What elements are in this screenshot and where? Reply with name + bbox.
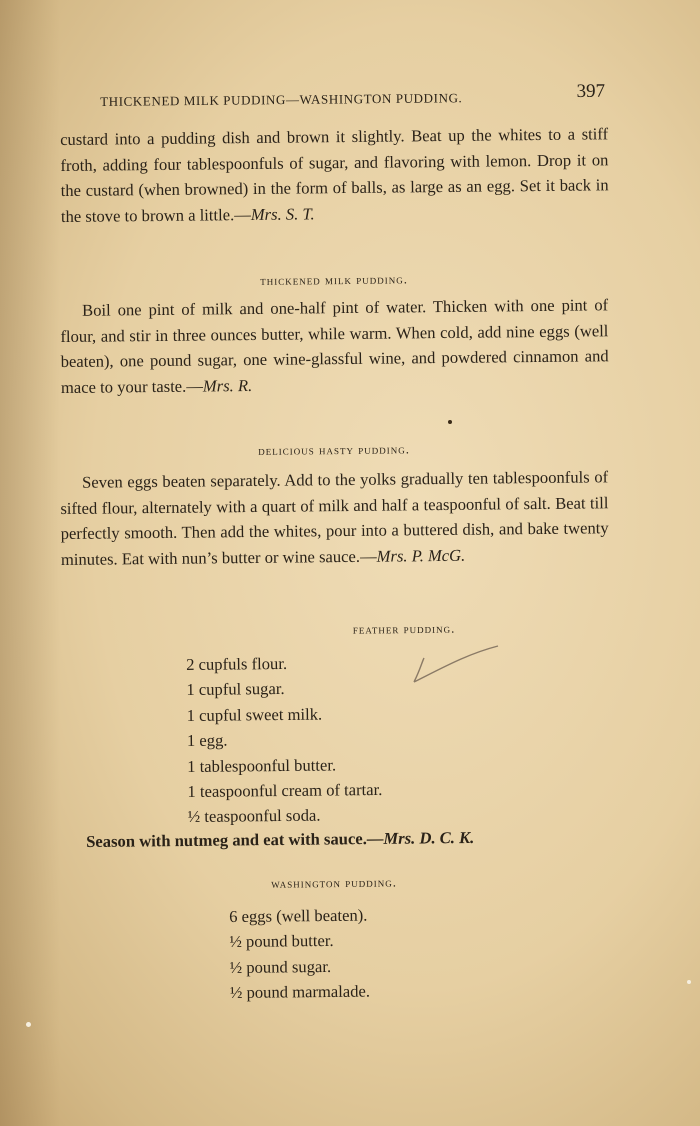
- paragraph-text: Season with nutmeg and eat with sauce.—: [86, 828, 384, 851]
- signature: Mrs. D. C. K.: [383, 827, 475, 848]
- recipe-title: washington pudding.: [271, 874, 398, 891]
- paragraph-text: custard into a pudding dish and brown it slightly. Beat up the whites to a stiff froth, adding four tablespoonfuls of sugar, and flavoring with lemon. Drop it on the custard (when browned) in the form of balls, as large as an egg. Set it back in the stove to brown a little.—: [60, 124, 609, 226]
- recipe-paragraph: [60, 464, 609, 572]
- paragraph-text: Boil one pint of milk and one-half pint of water. Thicken with one pint of flour, and stir in three ounces butter, while warm. When cold, add nine eggs (well beaten), one pound sugar, one wine-glassful wine, and powdered cinnamon and mace to your taste.—: [60, 295, 609, 397]
- paper-speck: [448, 420, 452, 424]
- recipe-title: thickened milk pudding.: [260, 271, 409, 288]
- pencil-check-mark: [412, 640, 502, 690]
- signature: Mrs. P. McG.: [376, 545, 466, 566]
- ingredient-item: 1 teaspoonful cream of tartar.: [187, 779, 383, 802]
- recipe-title: feather pudding.: [352, 620, 456, 637]
- ingredient-item: 1 cupful sugar.: [186, 679, 285, 700]
- ingredient-item: 6 eggs (well beaten).: [229, 905, 368, 926]
- recipe-paragraph: [60, 292, 609, 400]
- ingredient-item: ½ pound butter.: [229, 931, 334, 952]
- signature: Mrs. R.: [202, 375, 253, 396]
- continuation-paragraph: [60, 121, 609, 229]
- ingredient-list: [229, 903, 370, 1006]
- ingredient-list: [186, 650, 383, 830]
- ingredient-item: ½ pound marmalade.: [229, 981, 371, 1003]
- paper-speck: [26, 1022, 31, 1027]
- ingredient-item: 2 cupfuls flour.: [186, 653, 288, 674]
- recipe-paragraph: [86, 824, 606, 855]
- ingredient-item: ½ teaspoonful soda.: [187, 806, 321, 827]
- page-shadow: [0, 0, 60, 1126]
- ingredient-item: 1 cupful sweet milk.: [186, 704, 323, 725]
- running-header: [100, 81, 605, 114]
- signature: Mrs. S. T.: [250, 203, 315, 224]
- ingredient-item: 1 egg.: [186, 730, 228, 751]
- recipe-title: delicious hasty pudding.: [258, 441, 411, 458]
- running-title: THICKENED MILK PUDDING—WASHINGTON PUDDING.: [100, 90, 463, 109]
- ingredient-item: 1 tablespoonful butter.: [187, 755, 337, 776]
- ingredient-item: ½ pound sugar.: [229, 956, 332, 977]
- page-number: 397: [576, 80, 606, 103]
- paper-speck: [687, 980, 691, 984]
- paragraph-text: Seven eggs beaten separately. Add to the yolks gradually ten tablespoonfuls of sifted flour, alternately with a quart of milk and half a teaspoonful of salt. Beat till perfectly smooth. Then add the whites, pour into a buttered dish, and bake twenty minutes. Eat with nun’s butter or wine sauce.—: [60, 467, 609, 569]
